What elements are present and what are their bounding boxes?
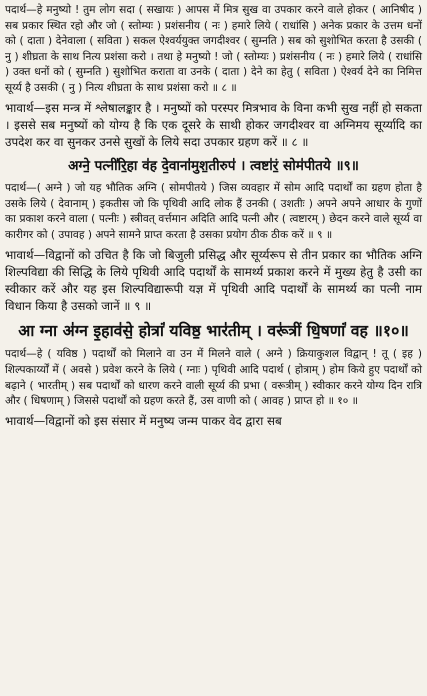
padarth-paragraph-9: पदार्थ—( अग्ने ) जो यह भौतिक अग्नि ( सोमपीतये ) जिस व्यवहार में सोम आदि पदार्थों का ग्रहण होता है उसके लिये ( देवानाम् ) इकतीस जो कि पृथिवी आदि लोक हैं उनकी ( उशतीः ) अपने अपने आधार के गुणों का प्रकाश करने वाला ( पत्नीः ) स्त्रीवत् वर्त्तमान अदिति आदि पत्नी और ( त्वष्टारम् ) छेदन करने वाले सूर्य्य वा कारीगर को ( उपावह ) अपने सामने प्राप्त करता है उसका प्रयोग ठीक ठीक करें ॥ ९ ॥	[5, 182, 422, 241]
mantra-verse-9: अग्ने॒ पत्नी॑रि॒हा व॑ह दे॒वाना॑मुश॒तीरुप॑ । त्वष्टा॑रं॒ सोम॑पीतये ॥९॥	[68, 158, 359, 175]
bhavarth-paragraph-9: भावार्थ—विद्वानों को उचित है कि जो बिजुली प्रसिद्ध और सूर्य्यरूप से तीन प्रकार का भौतिक अग्नि शिल्पविद्या की सिद्धि के लिये पृथिवी आदि पदार्थों के सामर्थ्य प्रकाश करने में मुख्य हेतु है उसी का स्वीकार करें और यह इस शिल्पविद्यारूपी यज्ञ में पृथिवी आदि पदार्थों के सामर्थ्य का पत्नी नाम विधान किया है उसको जानें ॥ ९ ॥	[5, 247, 422, 314]
padarth-paragraph-8: पदार्थ—हे मनुष्यो ! तुम लोग सदा ( सखायः ) आपस में मित्र सुख वा उपकार करने वाले होकर ( आनिषीद ) सब प्रकार स्थित रहो और जो ( स्तोम्यः ) प्रशंसनीय ( नः ) हमारे लिये ( राधांसि ) अनेक प्रकार के उत्तम धनों को ( दाता ) देनेवाला ( सविता ) सकल ऐश्वर्ययुक्त जगदीश्वर ( सुम्नति ) सब को सुशोभित करता है उसकी ( नु ) शीघ्रता के साथ नित्य प्रशंसा करो । तथा हे मनुष्यो ! जो ( स्तोम्यः ) प्रशंसनीय ( नः ) हमारे लिये ( राधांसि ) उक्त धनों को ( सुम्नति ) सुशोभित कराता वा उनके ( दाता ) देने का हेतु ( सविता ) ऐश्वर्य देने का निमित्त सूर्य्य है उसकी ( नु ) नित्य शीघ्रता के साथ प्रशंसा करो ॥ ८ ॥	[5, 4, 422, 94]
bhavarth-paragraph-8: भावार्थ—इस मन्त्र में श्लेषालङ्कार है । मनुष्यों को परस्पर मित्रभाव के विना कभी सुख नहीं हो सकता । इससे सब मनुष्यों को योग्य है कि एक दूसरे के साथी होकर जगदीश्वर वा अग्निमय सूर्य्यादि का उपदेश कर वा सुनकर उनसे सुखों के लिये सदा उपकार ग्रहण करें ॥ ८ ॥	[5, 100, 422, 149]
bhavarth-paragraph-10: भावार्थ—विद्वानों को इस संसार में मनुष्य जन्म पाकर वेद द्वारा सब	[5, 413, 282, 428]
mantra-verse-10: आ ग्ना अ॑ग्न इ॒हाव॑से॒ होत्रां॑ यविष्ठ॒ भार॑तीम् । वरू॑त्रीं धि॒षणां॑ वह ॥१०॥	[18, 321, 409, 341]
padarth-paragraph-10: पदार्थ—हे ( यविष्ठ ) पदार्थों को मिलाने वा उन में मिलने वाले ( अग्ने ) क्रियाकुशल विद्वान् ! तू ( इह ) शिल्पकार्य्यों में ( अवसे ) प्रवेश करने के लिये ( ग्नाः ) पृथिवी आदि पदार्थ ( होत्राम् ) होम किये हुए पदार्थों को बढ़ाने ( भारतीम् ) सब पदार्थों को धारण करने वाली सूर्य्य की प्रभा ( वरूत्रीम् ) स्वीकार करने योग्य दिन रात्रि और ( धिषणाम् ) जिससे पदार्थों को ग्रहण करते हैं, उस वाणी को ( आवह ) प्राप्त हो ॥ १० ॥	[5, 348, 422, 408]
